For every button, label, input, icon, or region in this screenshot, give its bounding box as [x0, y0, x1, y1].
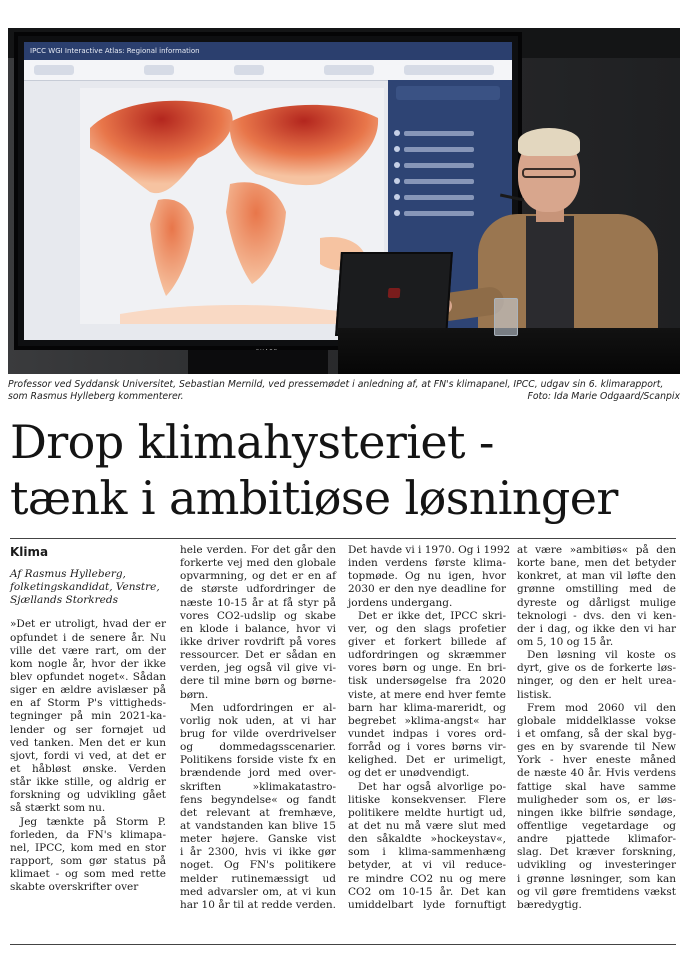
laptop: [335, 252, 453, 336]
toolbar-control: [34, 65, 74, 75]
text-line: forleden, da FN's klimapa-: [10, 828, 166, 841]
text-line: ressourcer. Det er sådan en: [180, 649, 336, 662]
text-line: en klode i balance, hvor vi: [180, 622, 336, 635]
photo-credit: Foto: Ida Marie Odgaard/Scanpix: [527, 391, 680, 402]
text-line: York - hver eneste måned: [517, 754, 676, 767]
text-line: globale middelklasse vokse: [517, 714, 676, 727]
caption-line: Professor ved Syddansk Universitet, Sebastian Mernild, ved pressemødet i anledning af, at FN's klimapanel, IPCC, udgav sin 6. klimarapport,: [8, 379, 664, 390]
laptop-logo: [388, 288, 401, 298]
radio-dot-icon: [394, 194, 400, 200]
speaker-glasses: [522, 168, 576, 178]
text-line: at være »ambitiøs« på den: [517, 544, 676, 556]
water-glass: [494, 298, 518, 336]
text-line: forkerte vej med den globale: [180, 557, 336, 570]
byline-line: folketingskandidat, Venstre,: [10, 581, 160, 594]
text-line: klimaet - og som med rette: [10, 868, 166, 881]
text-line: ikke driver rovdrift på vores: [180, 635, 336, 648]
text-line: inden verdens første klima-: [348, 557, 506, 570]
text-line: slag. Det kræver forskning,: [517, 846, 676, 859]
radio-dot-icon: [394, 146, 400, 152]
text-line: og det er unødvendigt.: [348, 767, 470, 780]
text-line: det relevant at fremhæve,: [180, 806, 336, 819]
text-line: ninger, og den er helt urea-: [517, 675, 676, 688]
text-line: jordens undergang.: [348, 596, 453, 609]
text-line: grønne omstilling med de: [517, 583, 676, 596]
text-line: 2030 er den nye deadline for: [348, 583, 506, 596]
text-line: topmøde. Og nu igen, hvor: [348, 570, 506, 583]
text-line: et håbløst ønske. Verden: [10, 762, 166, 775]
text-line: andre pjattede klimafor-: [517, 833, 676, 846]
speaker-hair: [518, 128, 580, 156]
column-text: [348, 544, 511, 912]
text-line: dyrt, give os de forkerte løs-: [517, 662, 676, 675]
toolbar-control: [144, 65, 174, 75]
panel-option: [404, 131, 474, 136]
text-line: blev opfundet noget«. Sådan: [10, 670, 166, 683]
text-line: opvarmning, og det er en af: [180, 570, 336, 583]
caption-line: som Rasmus Hylleberg kommenterer.: [8, 391, 184, 402]
text-line: de næste 40 år. Hvis verdens: [517, 767, 676, 780]
text-line: noget. Og FN's politikere: [180, 859, 336, 872]
text-line: udfordringen og skræmmer: [348, 649, 506, 662]
screen-stand: [188, 350, 328, 374]
app-toolbar: [24, 60, 512, 81]
text-line: verden, jeg også vil give vi-: [180, 662, 336, 675]
text-line: tegninger på min 2021-ka-: [10, 710, 166, 723]
text-line: fens begyndelse« og fandt: [180, 793, 336, 806]
text-line: brændende jord med over-: [180, 767, 336, 780]
text-line: hele verden. For det går den: [180, 544, 336, 556]
text-line: vorlig nok uden, at vi har: [180, 714, 336, 727]
text-line: ver, og den slags profetier: [348, 622, 506, 635]
text-line: Den løsning vil koste os: [527, 649, 676, 662]
text-line: muligheder som os, er løs-: [517, 793, 676, 806]
photo-caption: [8, 379, 680, 403]
text-line: ville det være rart, om der: [10, 644, 166, 657]
panel-option: [404, 195, 474, 200]
text-line: kom nogle år, hvor der ikke: [10, 657, 166, 670]
headline-line: tænk i ambitiøse løsninger: [10, 471, 618, 525]
radio-dot-icon: [394, 162, 400, 168]
speaker-shirt: [526, 216, 574, 336]
toolbar-control: [404, 65, 494, 75]
text-line: listisk.: [517, 688, 552, 701]
text-line: tisk undersøgelse fra 2020: [348, 675, 506, 688]
app-title-bar: IPCC WGI Interactive Atlas: Regional information: [24, 42, 512, 60]
text-line: opfundet i de senere år. Nu: [10, 631, 166, 644]
text-line: vores CO2-udslip og skabe: [180, 609, 336, 622]
text-line: så stærkt som nu.: [10, 802, 106, 815]
spacer: [10, 607, 166, 618]
text-line: forråd og i vores børns vir-: [348, 741, 506, 754]
headline-line: Drop klimahysteriet -: [10, 415, 494, 469]
text-line: en af Storm P's vittigheds-: [10, 697, 166, 710]
byline: [10, 568, 166, 607]
byline-line: Sjællands Storkreds: [10, 594, 118, 607]
panel-tab: [396, 86, 500, 100]
text-line: i år 2300, hvis vi ikke gør: [180, 846, 336, 859]
text-line: Det havde vi i 1970. Og i 1992: [348, 544, 511, 556]
text-line: fattige skal have samme: [517, 780, 676, 793]
text-line: børn.: [180, 688, 209, 701]
toolbar-control: [324, 65, 374, 75]
text-line: litiske konsekvenser. Flere: [348, 793, 506, 806]
column-text: [10, 618, 166, 894]
text-line: dere til mine børn og børne-: [180, 675, 336, 688]
panel-option: [404, 163, 474, 168]
text-line: viste, at mere end hver femte: [348, 688, 506, 701]
text-line: om 5, 10 og 15 år.: [517, 635, 614, 648]
text-line: ved tanken. Men det er kun: [10, 736, 166, 749]
text-line: bæredygtig.: [517, 898, 582, 911]
divider: [10, 944, 676, 945]
text-line: skriften »klimakatastro-: [180, 780, 336, 793]
text-line: står ikke stille, og aldrig er: [10, 776, 166, 789]
text-line: »Det er utroligt, hvad der er: [10, 618, 166, 631]
text-line: dyreste og dårligst mulige: [517, 596, 676, 609]
text-line: ningen ikke bilfrie søndage,: [517, 806, 676, 819]
text-line: konkret, at man vil løfte den: [517, 570, 676, 583]
text-line: de største udfordringer de: [180, 583, 336, 596]
text-line: nel, IPCC, kom med en stor: [10, 841, 166, 854]
divider: [10, 538, 676, 539]
column-text: [180, 544, 336, 912]
article-column-4: [517, 544, 676, 912]
text-line: CO2 om 10-15 år. Det kan: [348, 885, 506, 898]
column-text: [517, 544, 676, 912]
text-line: Politikens forside viste fx en: [180, 754, 336, 767]
text-line: udvikling og investeringer: [517, 859, 676, 872]
radio-dot-icon: [394, 130, 400, 136]
article-headline: [10, 414, 682, 526]
text-line: næste 10-15 år at få styr på: [180, 596, 336, 609]
text-line: forskning og udvikling gået: [10, 789, 166, 802]
text-line: kelighed. Det er urimeligt,: [348, 754, 506, 767]
radio-dot-icon: [394, 210, 400, 216]
text-line: Jeg tænkte på Storm P.: [20, 815, 166, 828]
text-line: ges en by svarende til New: [517, 741, 676, 754]
text-line: og dommedagsscenarier.: [180, 741, 336, 754]
panel-option: [404, 211, 474, 216]
text-line: at vandstanden kan blive 15: [180, 819, 336, 832]
text-line: siger en ældre avislæser på: [10, 684, 166, 697]
text-line: offentlige vegetardage og: [517, 819, 676, 832]
text-line: barn har klima-mareridt, og: [348, 701, 506, 714]
text-line: umiddelbart lyde fornuftigt: [348, 898, 506, 911]
text-line: Det har også alvorlige po-: [358, 780, 506, 793]
article-column-3: [348, 544, 511, 912]
text-line: den såkaldte »hockeystav«,: [348, 833, 506, 846]
text-line: har 10 år til at redde verden.: [180, 898, 336, 911]
text-line: som i klima-sammenhæng: [348, 846, 506, 859]
radio-dot-icon: [394, 178, 400, 184]
text-line: teknologi - dvs. den vi ken-: [517, 609, 676, 622]
article-column-1: [10, 544, 166, 894]
text-line: vores børn og unge. En bri-: [348, 662, 506, 675]
text-line: begrebet »klima-angst« har: [348, 714, 506, 727]
text-line: korte bane, men det betyder: [517, 557, 676, 570]
text-line: at det nu må være slut med: [348, 819, 506, 832]
article-photo: [8, 28, 680, 374]
text-line: re mindre CO2 nu og mere: [348, 872, 506, 885]
text-line: skabte overskrifter over: [10, 881, 139, 894]
text-line: i et omfang, så der skal byg-: [517, 727, 676, 740]
section-label: Klima: [10, 545, 49, 559]
text-line: og vil gøre fremtidens vækst: [517, 885, 676, 898]
text-line: meter højere. Ganske vist: [180, 833, 336, 846]
text-line: betyder, at vi vil reduce-: [348, 859, 506, 872]
text-line: rapport, som gør status på: [10, 854, 166, 867]
text-line: melder rutinemæssigt ud: [180, 872, 336, 885]
byline-line: Af Rasmus Hylleberg,: [10, 568, 126, 580]
text-line: Frem mod 2060 vil den: [527, 701, 676, 714]
text-line: brug for vilde overdrivelser: [180, 727, 336, 740]
panel-option: [404, 147, 474, 152]
text-line: Men udfordringen er al-: [190, 701, 336, 714]
text-line: vundet indpas i vores ord-: [348, 727, 506, 740]
text-line: lender og ser fornøjet ud: [10, 723, 166, 736]
text-line: i grønne løsninger, som kan: [517, 872, 676, 885]
text-line: sjovt, fordi vi ved, at det er: [10, 749, 166, 762]
text-line: der i dag, og ikke den vi har: [517, 622, 676, 635]
text-line: giver et forkert billede af: [348, 635, 506, 648]
toolbar-control: [234, 65, 264, 75]
text-line: politikere meldte hurtigt ud,: [348, 806, 506, 819]
text-line: Det er ikke det, IPCC skri-: [358, 609, 506, 622]
text-line: med advarsler om, at vi kun: [180, 885, 336, 898]
article-column-2: [180, 544, 336, 912]
panel-option: [404, 179, 474, 184]
